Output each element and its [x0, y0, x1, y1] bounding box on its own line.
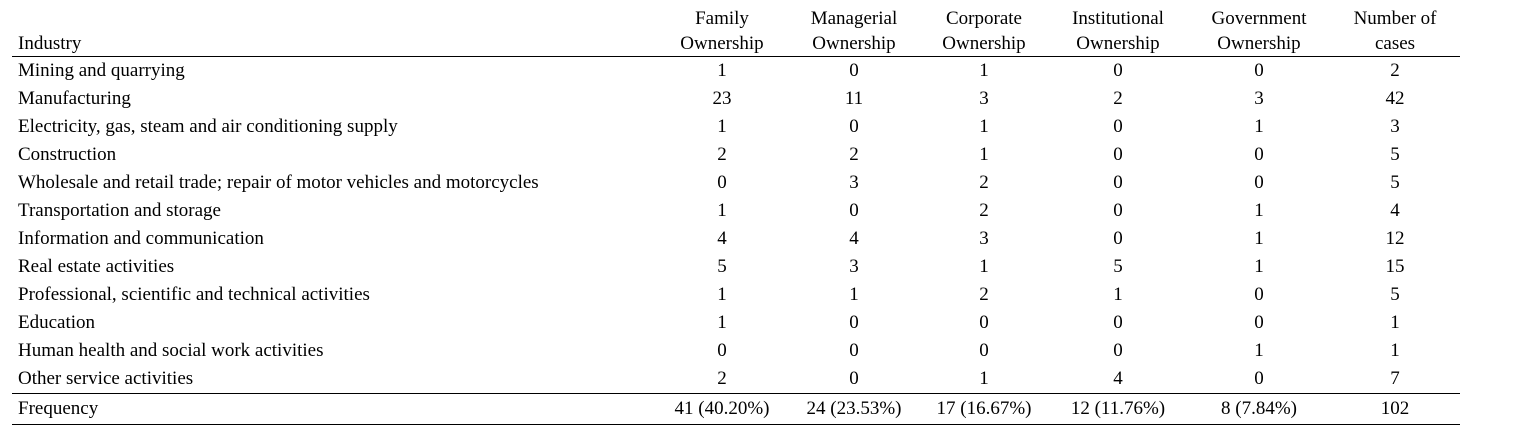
industry-cell: Other service activities	[18, 368, 194, 389]
count-cell: 0	[1113, 60, 1123, 81]
count-cell: 0	[849, 340, 859, 361]
count-cell: 1	[979, 144, 989, 165]
column-header-line2: Industry	[18, 33, 82, 54]
industry-cell: Information and communication	[18, 228, 264, 249]
header-row	[12, 6, 1460, 57]
count-cell: 0	[1113, 340, 1123, 361]
count-cell: 0	[849, 312, 859, 333]
frequency-row	[12, 394, 1460, 425]
count-cell: 0	[849, 200, 859, 221]
count-cell: 0	[1113, 200, 1123, 221]
column-header	[1048, 6, 1188, 57]
table-body	[12, 57, 1460, 394]
count-cell: 15	[1385, 256, 1405, 277]
frequency-cell: 24 (23.53%)	[788, 394, 920, 425]
count-cell: 1	[1390, 312, 1400, 333]
count-cell: 2	[979, 200, 989, 221]
column-header-line1: Government	[1211, 8, 1307, 29]
count-cell: 0	[1254, 144, 1264, 165]
industry-cell: Real estate activities	[18, 256, 175, 277]
frequency-cell: 12 (11.76%)	[1048, 394, 1188, 425]
industry-cell: Wholesale and retail trade; repair of motor vehicles and motorcycles	[18, 172, 539, 193]
count-cell: 0	[1113, 312, 1123, 333]
count-cell: 11	[844, 88, 864, 109]
column-header-line1: Institutional	[1072, 8, 1164, 29]
count-cell: 0	[1254, 60, 1264, 81]
count-cell: 4	[1113, 368, 1123, 389]
table-row	[12, 337, 1460, 365]
industry-cell: Education	[18, 312, 96, 333]
table-row	[12, 225, 1460, 253]
count-cell: 2	[979, 284, 989, 305]
count-cell: 2	[1113, 88, 1123, 109]
count-cell: 0	[1254, 284, 1264, 305]
count-cell: 0	[979, 312, 989, 333]
column-header-line1: Number of	[1353, 8, 1437, 29]
industry-cell: Mining and quarrying	[18, 60, 185, 81]
count-cell: 4	[717, 228, 727, 249]
column-header	[1188, 6, 1330, 57]
table-row	[12, 281, 1460, 309]
count-cell: 2	[717, 144, 727, 165]
count-cell: 5	[1390, 144, 1400, 165]
frequency-cell: 17 (16.67%)	[920, 394, 1048, 425]
column-header-line2: Ownership	[680, 33, 764, 54]
count-cell: 0	[979, 340, 989, 361]
industry-cell: Transportation and storage	[18, 200, 221, 221]
count-cell: 0	[1113, 228, 1123, 249]
table-row	[12, 113, 1460, 141]
count-cell: 5	[1113, 256, 1123, 277]
table-footer	[12, 394, 1460, 425]
count-cell: 1	[979, 116, 989, 137]
count-cell: 1	[849, 284, 859, 305]
table-header	[12, 6, 1460, 57]
count-cell: 1	[1254, 340, 1264, 361]
count-cell: 1	[717, 116, 727, 137]
count-cell: 1	[1113, 284, 1123, 305]
count-cell: 2	[979, 172, 989, 193]
count-cell: 7	[1390, 368, 1400, 389]
column-header-line2: cases	[1374, 33, 1416, 54]
table-row	[12, 141, 1460, 169]
count-cell: 1	[717, 60, 727, 81]
industry-cell: Construction	[18, 144, 117, 165]
count-cell: 4	[1390, 200, 1400, 221]
column-header-line2: Ownership	[812, 33, 896, 54]
count-cell: 1	[979, 256, 989, 277]
column-header-industry	[12, 6, 656, 57]
industry-cell: Human health and social work activities	[18, 340, 324, 361]
count-cell: 2	[717, 368, 727, 389]
column-header-line1: Corporate	[946, 8, 1022, 29]
count-cell: 1	[979, 368, 989, 389]
table-row	[12, 197, 1460, 225]
table-row	[12, 169, 1460, 197]
table-row	[12, 253, 1460, 281]
count-cell: 23	[712, 88, 732, 109]
count-cell: 3	[849, 256, 859, 277]
count-cell: 1	[717, 284, 727, 305]
count-cell: 5	[717, 256, 727, 277]
count-cell: 5	[1390, 172, 1400, 193]
count-cell: 1	[979, 60, 989, 81]
count-cell: 1	[1254, 200, 1264, 221]
column-header-line1: Managerial	[810, 8, 898, 29]
column-header	[920, 6, 1048, 57]
table-row	[12, 309, 1460, 337]
count-cell: 0	[849, 368, 859, 389]
table-row	[12, 57, 1460, 86]
count-cell: 3	[849, 172, 859, 193]
count-cell: 3	[1254, 88, 1264, 109]
column-header-line2: Ownership	[1217, 33, 1301, 54]
industry-cell: Manufacturing	[18, 88, 131, 109]
count-cell: 2	[1390, 60, 1400, 81]
column-header	[788, 6, 920, 57]
frequency-cell: 41 (40.20%)	[656, 394, 788, 425]
count-cell: 0	[1113, 144, 1123, 165]
table-row	[12, 365, 1460, 394]
count-cell: 1	[1254, 116, 1264, 137]
frequency-cell: 102	[1330, 394, 1460, 425]
count-cell: 0	[1254, 172, 1264, 193]
column-header	[656, 6, 788, 57]
count-cell: 42	[1385, 88, 1405, 109]
column-header-line2: Ownership	[942, 33, 1026, 54]
count-cell: 0	[717, 340, 727, 361]
count-cell: 1	[717, 200, 727, 221]
count-cell: 4	[849, 228, 859, 249]
count-cell: 0	[717, 172, 727, 193]
ownership-industry-table-container	[12, 6, 1460, 425]
count-cell: 12	[1385, 228, 1405, 249]
ownership-industry-table	[12, 6, 1460, 425]
frequency-cell: 8 (7.84%)	[1188, 394, 1330, 425]
count-cell: 3	[979, 228, 989, 249]
count-cell: 3	[1390, 116, 1400, 137]
count-cell: 0	[1254, 312, 1264, 333]
column-header-line2: Ownership	[1076, 33, 1160, 54]
table-row	[12, 85, 1460, 113]
column-header-line1	[18, 6, 656, 31]
count-cell: 1	[1390, 340, 1400, 361]
count-cell: 3	[979, 88, 989, 109]
industry-cell: Professional, scientific and technical activities	[18, 284, 370, 305]
count-cell: 0	[1113, 116, 1123, 137]
count-cell: 0	[1254, 368, 1264, 389]
industry-cell: Electricity, gas, steam and air conditioning supply	[18, 116, 398, 137]
column-header	[1330, 6, 1460, 57]
count-cell: 1	[1254, 228, 1264, 249]
count-cell: 0	[1113, 172, 1123, 193]
count-cell: 0	[849, 60, 859, 81]
column-header-line1: Family	[695, 8, 749, 29]
count-cell: 5	[1390, 284, 1400, 305]
frequency-label: Frequency	[12, 394, 656, 425]
count-cell: 1	[1254, 256, 1264, 277]
count-cell: 0	[849, 116, 859, 137]
count-cell: 2	[849, 144, 859, 165]
count-cell: 1	[717, 312, 727, 333]
